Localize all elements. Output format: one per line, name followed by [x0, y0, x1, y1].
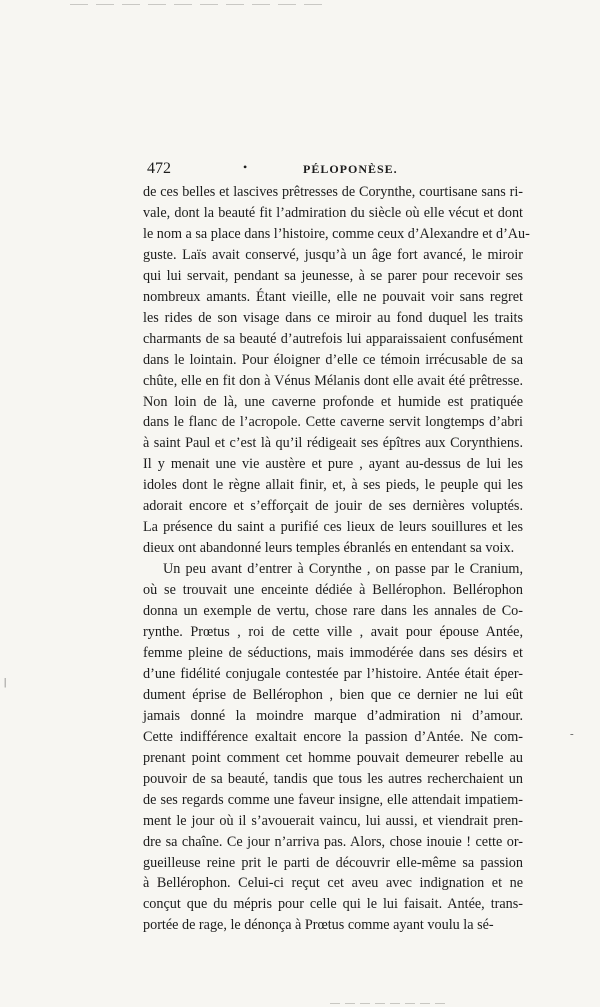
running-title: PÉLOPONÈSE. [303, 162, 398, 176]
text-line: conçut que du mépris pour celle qui le lui faisait. Antée, trans- [143, 896, 523, 913]
text-line: Cette indifférence exaltait encore la passion d’Antée. Ne com- [143, 728, 523, 745]
text-line: femme pleine de séductions, mais immodérée dans ses désirs et [143, 644, 523, 661]
text-line: d’une fidélité conjugale contestée par l’histoire. Antée était éper- [143, 665, 523, 682]
text-line: prenant point comment cet homme pouvait demeurer rebelle au [143, 749, 523, 766]
text-line: rynthe. Prœtus , roi de cette ville , avait pour épouse Antée, [143, 624, 523, 641]
text-line: Un peu avant d’entrer à Corynthe , on passe par le Cranium, [163, 561, 523, 578]
text-line: qui lui servait, pendant sa jeunesse, à se parer pour recevoir ses [143, 267, 523, 284]
body-text [143, 182, 530, 936]
text-line: jamais donné la moindre marque d’admiration ni d’amour. [143, 707, 523, 724]
paragraph [143, 559, 523, 936]
text-line: ment le jour où il s’avouerait vaincu, lui aussi, et viendrait pren- [143, 812, 523, 829]
text-line: guste. Laïs avait conservé, jusqu’à un âge fort avancé, le miroir [143, 246, 523, 263]
text-line: Il y menait une vie austère et pure , ayant au-dessus de lui les [143, 456, 523, 473]
text-line: Non loin de là, une caverne profonde et humide est pratiquée [143, 393, 523, 410]
text-line: La présence du saint a purifié ces lieux de leurs souillures et les [143, 519, 523, 536]
text-line: le nom a sa place dans l’histoire, comme ceux d’Alexandre et d’Au- [143, 225, 530, 242]
text-line: les rides de son visage dans ce miroir au fond duquel les traits [143, 309, 523, 326]
text-line: de ses regards comme une faveur insigne, elle attendait impatiem- [143, 791, 523, 808]
text-line: à saint Paul et c’est là qu’il rédigeait ses épîtres aux Corynthiens. [143, 435, 523, 452]
scan-top-rule [70, 4, 330, 5]
scan-bottom-rule [330, 1003, 450, 1004]
page-number: 472 [147, 160, 171, 177]
paragraph [143, 182, 530, 559]
margin-dash: - [570, 728, 574, 740]
text-line: dans le lointain. Pour éloigner d’elle ce témoin irrécusable de sa [143, 351, 523, 368]
text-line: à Bellérophon. Celui-ci reçut cet aveu avec indignation et ne [143, 875, 523, 892]
text-line: donna un exemple de vertu, chose rare dans les annales de Co- [143, 603, 523, 620]
text-line: vale, dont la beauté fit l’admiration du siècle où elle vécut et dont [143, 204, 523, 221]
text-line: de ces belles et lascives prêtresses de Corynthe, courtisane sans ri- [143, 184, 523, 200]
text-line: gueilleuse reine prit le parti de découvrir elle-même sa passion [143, 854, 523, 871]
text-line: idoles dont le règne allait finir, et, à ses pieds, le peuple qui les [143, 477, 523, 494]
text-line: nombreux amants. Étant vieille, elle ne pouvait voir sans regret [143, 288, 523, 305]
text-line: dans le flanc de l’acropole. Cette caverne servit longtemps d’abri [143, 414, 523, 431]
margin-tick: | [4, 676, 7, 688]
text-line: charmants de sa beauté d’autrefois lui apparaissaient confusément [143, 330, 523, 347]
text-line: dument éprise de Bellérophon , bien que ce dernier ne lui eût [143, 686, 523, 703]
text-line: chûte, elle en fit don à Vénus Mélanis dont elle avait été prêtresse. [143, 372, 523, 389]
text-line: dieux ont abandonné leurs temples ébranlés en entendant sa voix. [143, 540, 515, 557]
text-line: pouvoir de sa beauté, tandis que tous les autres recherchaient un [143, 770, 523, 787]
running-head [143, 160, 523, 180]
text-line: dre sa chaîne. Ce jour n’arriva pas. Alors, chose inouie ! cette or- [143, 833, 523, 850]
book-page [143, 160, 530, 936]
text-line: adorait encore et s’efforçait de jouir de ses dernières voluptés. [143, 498, 523, 515]
text-line: où se trouvait une enceinte dédiée à Bellérophon. Bellérophon [143, 582, 523, 599]
text-line: portée de rage, le dénonça à Prœtus comme ayant voulu la sé- [143, 917, 494, 934]
header-mark: • [243, 160, 248, 174]
